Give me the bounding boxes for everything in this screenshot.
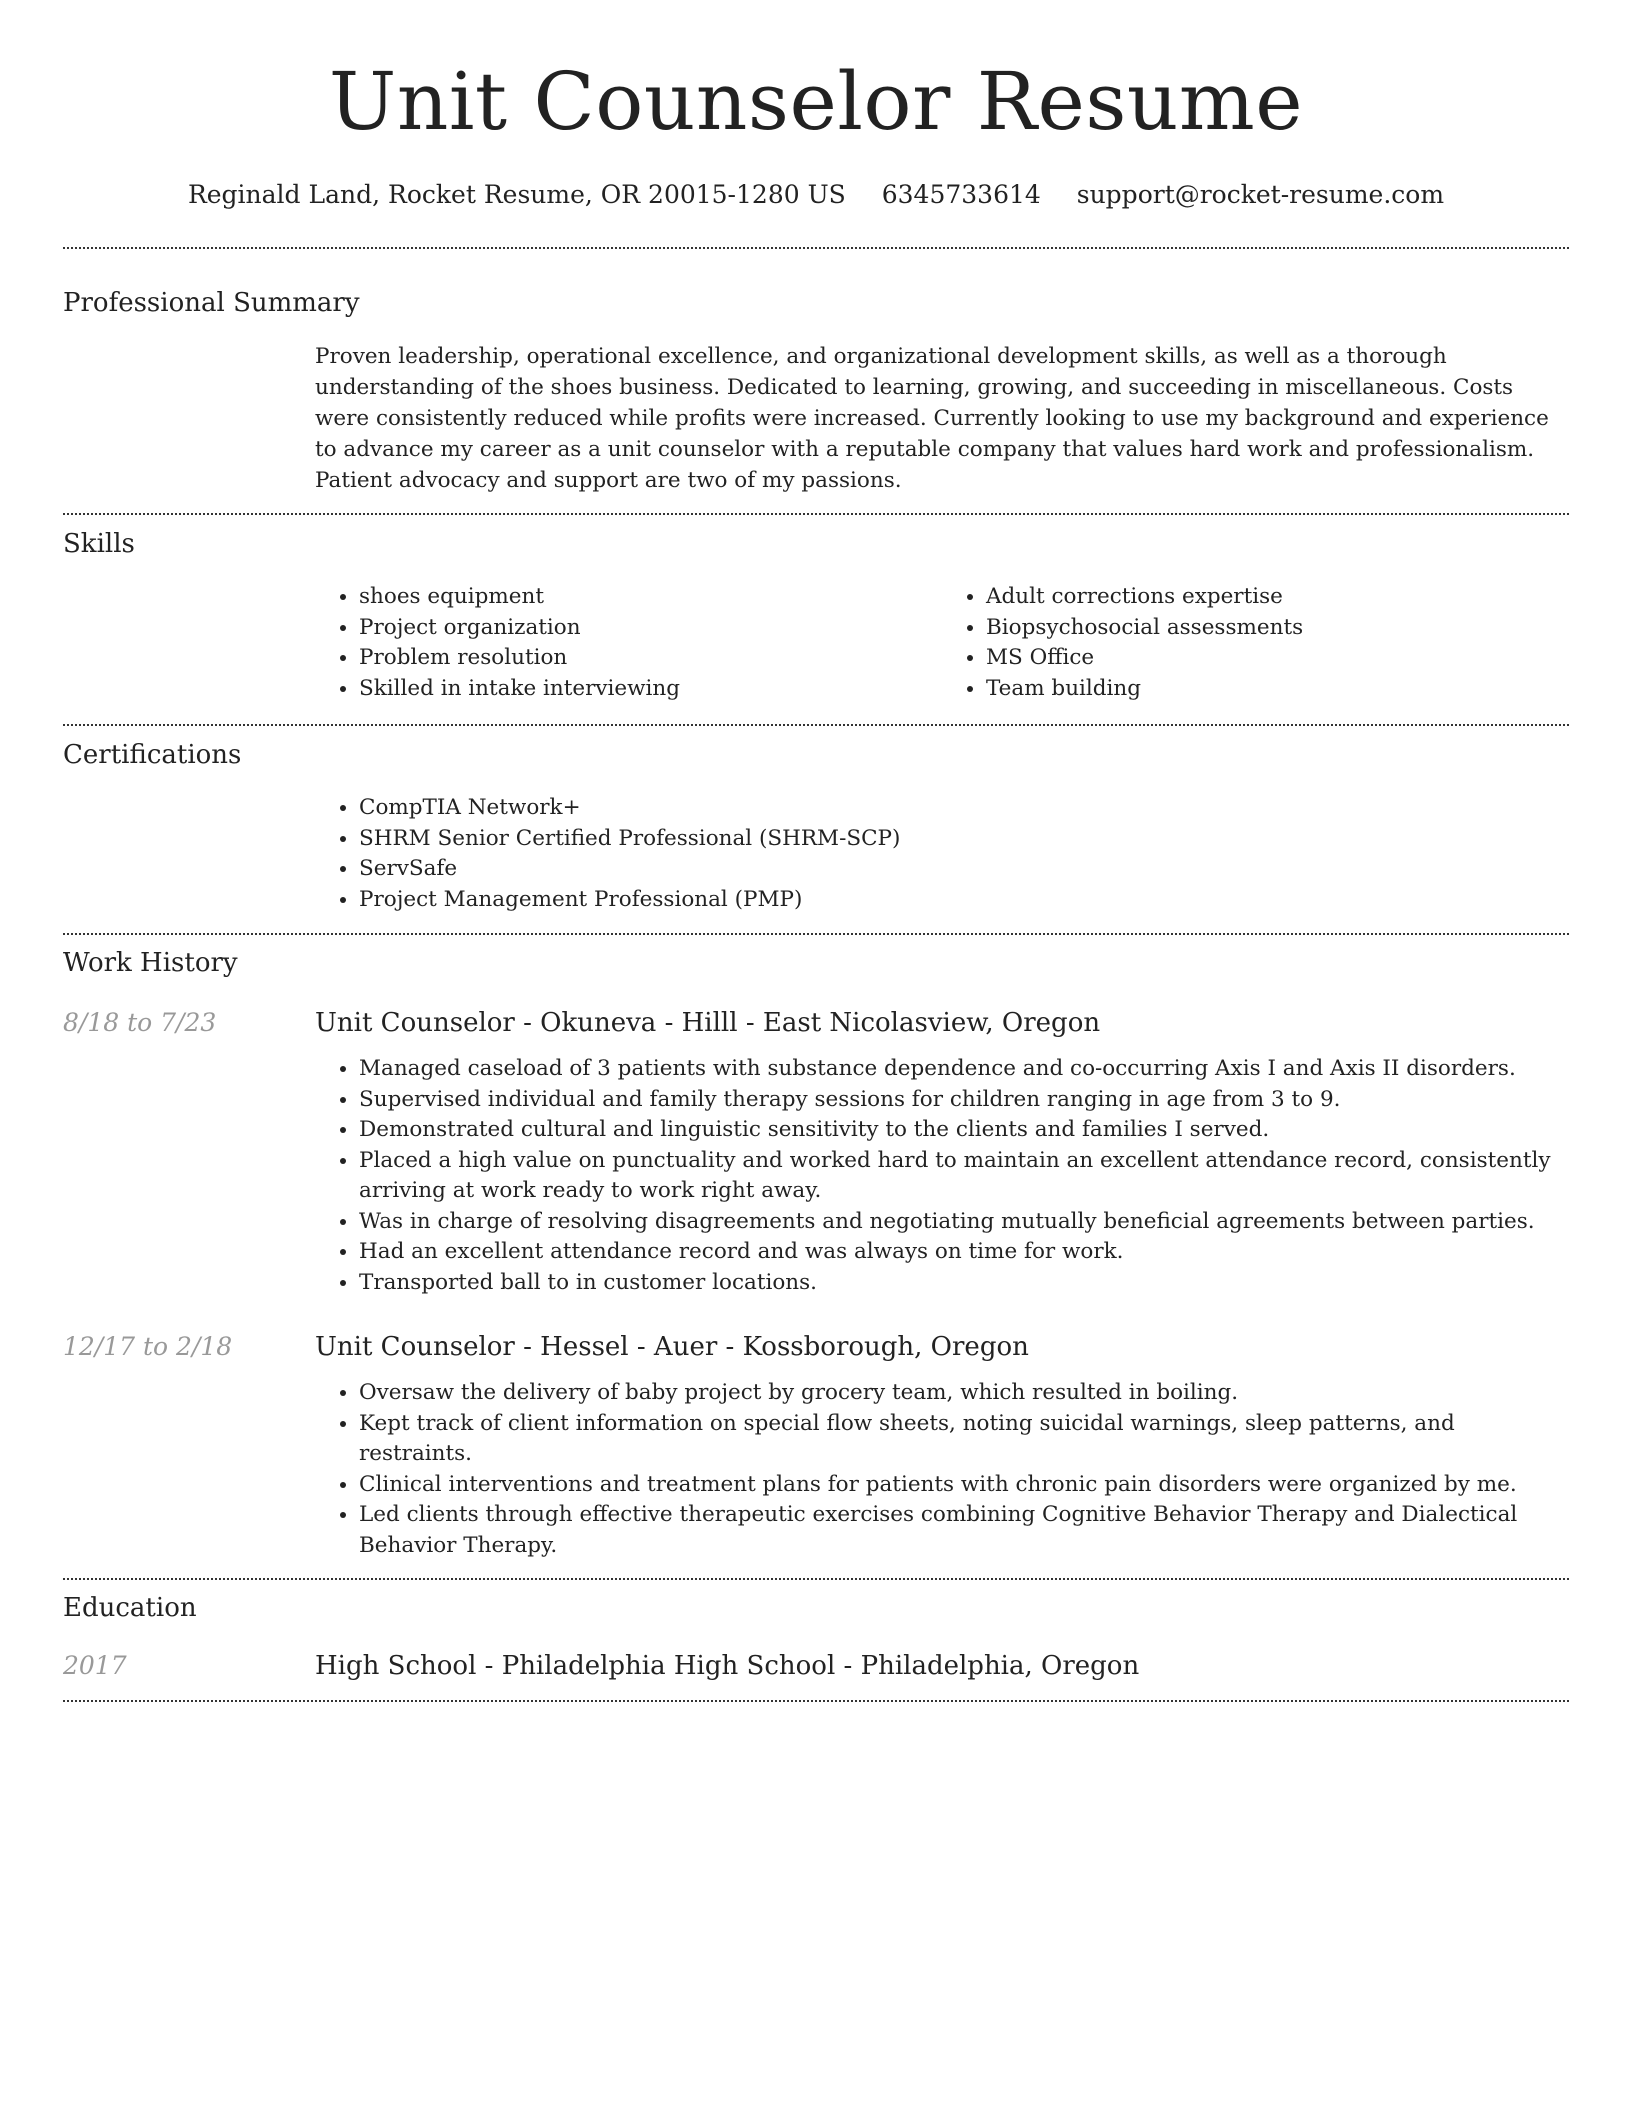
divider <box>63 724 1569 726</box>
job-duties <box>315 1378 1569 1561</box>
skill-item: • MS Office <box>986 643 1569 674</box>
job-bullet: • Had an excellent attendance record and was always on time for work. <box>359 1237 1569 1268</box>
summary-text: Proven leadership, operational excellence, and organizational development skills, as well as a thorough understanding of the shoes business. Dedicated to learning, growing, and succeeding in miscellaneous. Costs were consistently reduced while profits were increased. Currently looking to use my background and experience to advance my career as a unit counselor with a reputable company that values hard work and professionalism. Patient advocacy and support are two of my passions. <box>315 344 1549 493</box>
job-entry <box>63 1006 1569 1298</box>
education-section <box>63 1591 1569 1683</box>
job-bullet: • Oversaw the delivery of baby project by grocery team, which resulted in boiling. <box>359 1378 1569 1409</box>
work-history-heading: Work History <box>63 948 238 978</box>
job-header <box>63 1330 1569 1364</box>
job-bullet: • Led clients through effective therapeutic exercises combining Cognitive Behavior Therapy and Dialectical Behavior Therapy. <box>359 1500 1569 1561</box>
skill-item: • Biopsychosocial assessments <box>986 613 1569 644</box>
certification-item: • Project Management Professional (PMP) <box>359 885 1569 916</box>
skill-item: • Skilled in intake interviewing <box>359 674 942 705</box>
job-bullet: • Was in charge of resolving disagreements and negotiating mutually beneficial agreements between parties. <box>359 1207 1569 1238</box>
contact-address: Reginald Land, Rocket Resume, OR 20015-1280 US <box>187 180 846 209</box>
certifications-block <box>315 793 1569 915</box>
certification-item: • SHRM Senior Certified Professional (SHRM-SCP) <box>359 824 1569 855</box>
summary-heading: Professional Summary <box>63 288 360 318</box>
certifications-section <box>63 738 1569 915</box>
resume-title: Unit Counselor Resume <box>328 55 1304 148</box>
job-bullet: • Transported ball to in customer locations. <box>359 1268 1569 1299</box>
contact-email: support@rocket-resume.com <box>1076 180 1445 209</box>
skills-list-left <box>315 582 942 704</box>
job-title: Unit Counselor - Hessel - Auer - Kossborough, Oregon <box>315 1332 1029 1362</box>
job-dates: 12/17 to 2/18 <box>63 1332 233 1361</box>
contact-phone: 6345733614 <box>881 180 1041 209</box>
skill-item: • Adult corrections expertise <box>986 582 1569 613</box>
certification-item: • ServSafe <box>359 854 1569 885</box>
skills-list-right <box>942 582 1569 704</box>
job-bullet-list <box>315 1378 1569 1561</box>
skill-item: • Team building <box>986 674 1569 705</box>
job-bullet: • Clinical interventions and treatment plans for patients with chronic pain disorders were organized by me. <box>359 1470 1569 1501</box>
skills-heading: Skills <box>63 529 135 559</box>
divider <box>63 1700 1569 1702</box>
skill-item: • Project organization <box>359 613 942 644</box>
job-dates: 8/18 to 7/23 <box>63 1008 217 1037</box>
skill-item: • shoes equipment <box>359 582 942 613</box>
education-entry <box>63 1649 1569 1683</box>
skills-section <box>63 527 1569 704</box>
job-bullet: • Placed a high value on punctuality and worked hard to maintain an excellent attendance record, consistently arriving at work ready to work right away. <box>359 1146 1569 1207</box>
job-header <box>63 1006 1569 1040</box>
education-year: 2017 <box>63 1651 127 1680</box>
job-bullet: • Managed caseload of 3 patients with substance dependence and co-occurring Axis I and Axis II disorders. <box>359 1054 1569 1085</box>
job-bullet: • Kept track of client information on special flow sheets, noting suicidal warnings, sleep patterns, and restraints. <box>359 1409 1569 1470</box>
job-bullet-list <box>315 1054 1569 1298</box>
education-heading: Education <box>63 1593 197 1623</box>
skills-columns <box>315 582 1569 704</box>
certifications-list <box>315 793 1569 915</box>
skill-item: • Problem resolution <box>359 643 942 674</box>
summary-section <box>63 286 1569 496</box>
job-entry <box>63 1330 1569 1561</box>
education-detail: High School - Philadelphia High School - Philadelphia, Oregon <box>315 1651 1140 1681</box>
divider <box>63 933 1569 935</box>
job-bullet: • Demonstrated cultural and linguistic sensitivity to the clients and families I served. <box>359 1115 1569 1146</box>
job-title: Unit Counselor - Okuneva - Hilll - East Nicolasview, Oregon <box>315 1008 1101 1038</box>
certifications-heading: Certifications <box>63 740 242 770</box>
work-history-section <box>63 946 1569 1561</box>
divider <box>63 247 1569 249</box>
job-duties <box>315 1054 1569 1298</box>
job-bullet: • Supervised individual and family therapy sessions for children ranging in age from 3 to 9. <box>359 1085 1569 1116</box>
divider <box>63 1578 1569 1580</box>
certification-item: • CompTIA Network+ <box>359 793 1569 824</box>
contact-line <box>63 178 1569 212</box>
divider <box>63 513 1569 515</box>
